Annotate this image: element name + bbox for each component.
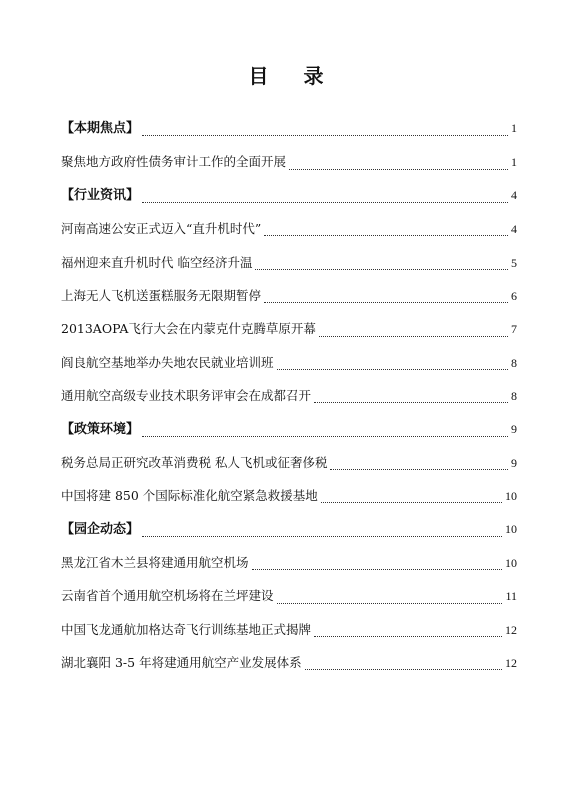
toc-section-heading[interactable]	[61, 413, 517, 446]
toc-entry-label: 聚焦地方政府性债务审计工作的全面开展	[61, 154, 287, 170]
toc-entry-label: 河南高速公安正式迈入“直升机时代”	[61, 221, 262, 237]
toc-entry-label: 中国将建 850 个国际标准化航空紧急救援基地	[61, 488, 318, 504]
toc-entry-label: 【行业资讯】	[61, 187, 140, 203]
toc-section-heading[interactable]	[61, 179, 517, 212]
toc-page-number: 5	[511, 255, 517, 270]
toc-entry[interactable]	[61, 379, 517, 412]
toc-entry[interactable]	[61, 646, 517, 679]
dot-leader	[255, 261, 508, 270]
dot-leader	[319, 328, 508, 337]
dot-leader	[142, 127, 508, 136]
toc-entry[interactable]	[61, 246, 517, 279]
dot-leader	[289, 161, 508, 170]
dot-leader	[264, 227, 508, 236]
toc-page-number: 6	[511, 288, 517, 303]
dot-leader	[264, 294, 508, 303]
toc-section-heading[interactable]	[61, 513, 517, 546]
dot-leader	[252, 561, 502, 570]
toc-page-number: 4	[511, 222, 517, 237]
toc-page-number: 12	[505, 656, 517, 671]
toc-entry-label: 福州迎来直升机时代 临空经济升温	[61, 254, 253, 270]
toc-page-number: 8	[511, 389, 517, 404]
toc-page-number: 8	[511, 355, 517, 370]
dot-leader	[330, 461, 508, 470]
toc-page-number: 11	[505, 589, 517, 604]
toc-page-number: 10	[505, 521, 517, 536]
toc-entry-label: 【政策环境】	[61, 421, 140, 437]
dot-leader	[277, 361, 508, 370]
toc-page-number: 10	[505, 489, 517, 504]
toc-page-number: 9	[511, 455, 517, 470]
toc-entry[interactable]	[61, 212, 517, 245]
dot-leader	[142, 194, 508, 203]
dot-leader	[277, 595, 503, 604]
toc-entry-label: 黑龙江省木兰县将建通用航空机场	[61, 555, 249, 571]
toc-entry[interactable]	[61, 145, 517, 178]
dot-leader	[142, 528, 502, 537]
dot-leader	[321, 494, 502, 503]
toc-page-number: 1	[511, 121, 517, 135]
toc-entry[interactable]	[61, 479, 517, 512]
toc-entry-label: 税务总局正研究改革消费税 私人飞机或征奢侈税	[61, 454, 328, 470]
toc-page-number: 12	[505, 622, 517, 637]
dot-leader	[142, 428, 508, 437]
toc-page-number: 10	[505, 556, 517, 571]
toc-entry-label: 上海无人飞机送蛋糕服务无限期暂停	[61, 287, 262, 303]
toc-entry-label: 阎良航空基地举办失地农民就业培训班	[61, 354, 274, 370]
toc-entry-label: 【园企动态】	[61, 521, 140, 537]
dot-leader	[314, 628, 502, 637]
page-title: 目 录	[248, 64, 338, 88]
toc-entry-label: 云南省首个通用航空机场将在兰坪建设	[61, 588, 274, 604]
dot-leader	[305, 661, 502, 670]
toc-page-number: 9	[511, 421, 517, 436]
toc-entry[interactable]	[61, 346, 517, 379]
toc-entry-label: 通用航空高级专业技术职务评审会在成都召开	[61, 388, 312, 404]
toc-entry[interactable]	[61, 312, 517, 345]
toc-entry[interactable]	[61, 579, 517, 612]
toc-page-number: 7	[511, 322, 517, 337]
toc-entry-label: 中国飞龙通航加格达奇飞行训练基地正式揭牌	[61, 621, 312, 637]
table-of-contents	[61, 112, 517, 680]
toc-entry[interactable]	[61, 546, 517, 579]
toc-entry[interactable]	[61, 613, 517, 646]
toc-entry[interactable]	[61, 279, 517, 312]
toc-entry-label: 2013AOPA飞行大会在内蒙克什克腾草原开幕	[61, 321, 316, 337]
toc-page-number: 1	[511, 155, 517, 170]
toc-entry-label: 湖北襄阳 3-5 年将建通用航空产业发展体系	[61, 655, 302, 671]
dot-leader	[314, 394, 508, 403]
toc-entry[interactable]	[61, 446, 517, 479]
toc-page-number: 4	[511, 187, 517, 202]
toc-entry-label: 【本期焦点】	[61, 121, 140, 136]
toc-section-heading[interactable]	[61, 112, 517, 145]
